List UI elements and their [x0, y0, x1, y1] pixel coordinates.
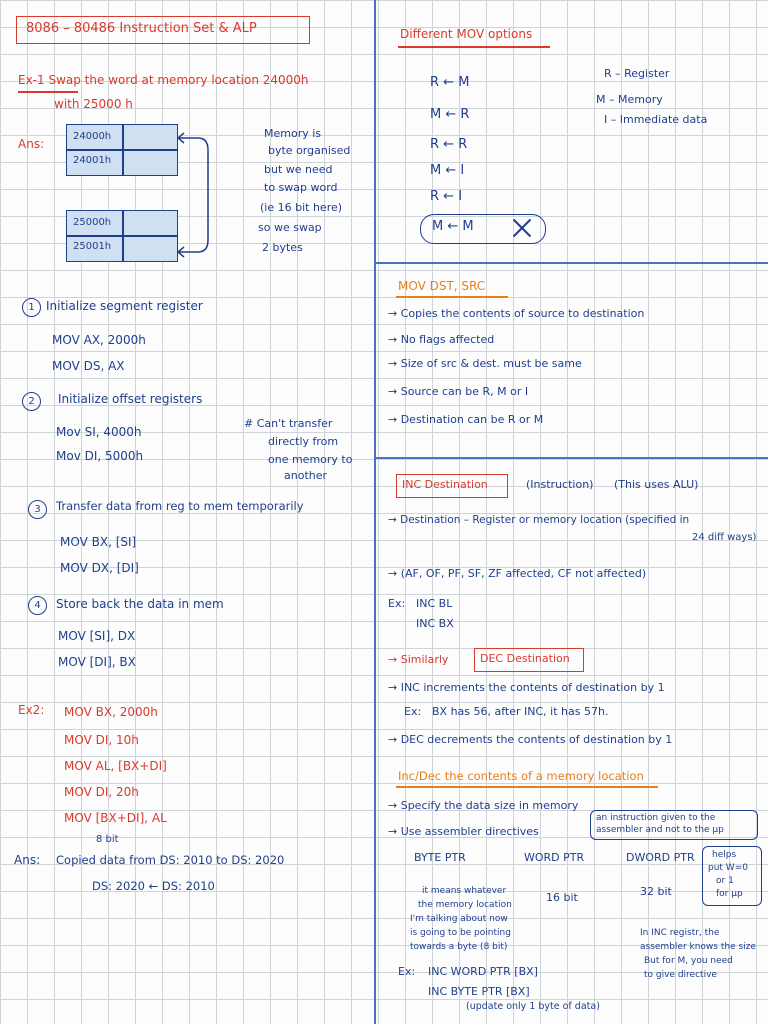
- ex2-bit-note: 8 bit: [96, 834, 119, 845]
- mov-dst-src-title: MOV DST, SRC: [398, 279, 486, 293]
- mem-addr-25001: 25001h: [73, 241, 112, 252]
- byte-note-2: I'm talking about now: [410, 914, 508, 924]
- inc-title: INC Destination: [402, 478, 488, 491]
- mov-option-4: M ← I: [430, 163, 465, 178]
- legend-register: R – Register: [604, 67, 670, 80]
- ex2-label: Ex2:: [18, 703, 45, 717]
- incdec-memory-title: Inc/Dec the contents of a memory location: [398, 769, 644, 783]
- inc-ex-label: Ex:: [388, 597, 406, 610]
- mov-point-4: → Source can be R, M or I: [388, 385, 529, 398]
- inc-point-1: → Destination – Register or memory location (specified in: [388, 514, 690, 526]
- similarly-label: → Similarly: [388, 653, 449, 666]
- incdec-underline: [396, 786, 658, 788]
- side-note-0: # Can't transfer: [244, 417, 333, 430]
- ans-label: Ans:: [18, 137, 45, 151]
- dword-ptr: DWORD PTR: [626, 851, 695, 864]
- step-2-code-2: Mov DI, 5000h: [56, 449, 144, 463]
- mov-option-6: M ← M: [432, 219, 474, 234]
- memory-block-2: [66, 210, 178, 262]
- mov-option-2: M ← R: [430, 107, 470, 122]
- inc-point-2: → (AF, OF, PF, SF, ZF affected, CF not affected): [388, 567, 647, 580]
- inc-description: → INC increments the contents of destination by 1: [388, 681, 665, 694]
- step-3-code-1: MOV BX, [SI]: [60, 535, 137, 549]
- step-4-text: Store back the data in mem: [56, 597, 224, 611]
- side-note-2: one memory to: [268, 453, 353, 466]
- ex2-code-5: MOV [BX+DI], AL: [64, 811, 167, 825]
- reg-note-3: to give directive: [644, 970, 717, 980]
- memory-block-1: [66, 124, 178, 176]
- inc-ex2-label: Ex:: [404, 705, 422, 718]
- memory-note-5: so we swap: [258, 221, 322, 234]
- mov-option-3: R ← R: [430, 137, 468, 152]
- directive-note-2: assembler and not to the µp: [596, 825, 724, 835]
- column-divider: [374, 0, 376, 1024]
- helps-1: put W=0: [708, 863, 748, 873]
- directive-note-1: an instruction given to the: [596, 813, 716, 823]
- helps-3: for µp: [716, 889, 743, 899]
- section-divider: [375, 262, 768, 264]
- ex-label: Ex:: [398, 965, 416, 978]
- memory-note-2: but we need: [264, 163, 333, 176]
- memory-note-6: 2 bytes: [262, 241, 303, 254]
- byte-note-0: it means whatever: [422, 886, 507, 896]
- side-note-1: directly from: [268, 435, 339, 448]
- page-title: 8086 – 80486 Instruction Set & ALP: [26, 21, 257, 36]
- mov-options-underline: [398, 46, 550, 48]
- step-number-1: 1: [22, 298, 41, 317]
- mov-point-5: → Destination can be R or M: [388, 413, 544, 426]
- mem-addr-24000: 24000h: [73, 131, 112, 142]
- inc-point-1b: 24 diff ways): [692, 532, 757, 543]
- helps-0: helps: [712, 850, 737, 860]
- dec-title: DEC Destination: [480, 652, 570, 665]
- invalid-x-icon: [512, 218, 532, 238]
- step-4-code-1: MOV [SI], DX: [58, 629, 136, 643]
- swap-arrow-icon: [176, 130, 216, 260]
- byte-note-4: towards a byte (8 bit): [410, 942, 508, 952]
- ex-line-2: INC BYTE PTR [BX]: [428, 985, 530, 998]
- memory-note-1: byte organised: [268, 144, 351, 157]
- reg-note-2: But for M, you need: [644, 956, 733, 966]
- ex2-code-3: MOV AL, [BX+DI]: [64, 759, 167, 773]
- inc-ex2-text: BX has 56, after INC, it has 57h.: [432, 705, 609, 718]
- inc-ex-1: INC BL: [416, 597, 453, 610]
- mov-option-5: R ← I: [430, 189, 463, 204]
- dec-description: → DEC decrements the contents of destination by 1: [388, 733, 673, 746]
- update-note: (update only 1 byte of data): [466, 1001, 600, 1012]
- side-note-3: another: [284, 469, 328, 482]
- ex2-answer-1: Copied data from DS: 2010 to DS: 2020: [56, 853, 285, 867]
- step-number-2: 2: [22, 392, 41, 411]
- use-directives: → Use assembler directives: [388, 825, 539, 838]
- ex-line-1: INC WORD PTR [BX]: [428, 965, 538, 978]
- helps-2: or 1: [716, 876, 734, 886]
- ex1-title: Ex-1 Swap the word at memory location 24000h: [18, 73, 309, 87]
- ex2-code-1: MOV BX, 2000h: [64, 705, 158, 719]
- step-1-code-2: MOV DS, AX: [52, 359, 125, 373]
- specify-size: → Specify the data size in memory: [388, 799, 579, 812]
- mov-dst-src-underline: [396, 296, 508, 298]
- mov-point-1: → Copies the contents of source to destination: [388, 307, 645, 320]
- legend-immediate: I – Immediate data: [604, 113, 708, 126]
- section-divider: [375, 457, 768, 459]
- ex1-title-2: with 25000 h: [54, 97, 133, 111]
- memory-note-3: to swap word: [264, 181, 338, 194]
- word-bits: 16 bit: [546, 891, 578, 904]
- dword-bits: 32 bit: [640, 885, 672, 898]
- reg-note-1: assembler knows the size: [640, 942, 756, 952]
- mem-addr-25000: 25000h: [73, 217, 112, 228]
- mov-point-2: → No flags affected: [388, 333, 495, 346]
- step-3-code-2: MOV DX, [DI]: [60, 561, 139, 575]
- mem-addr-24001: 24001h: [73, 155, 112, 166]
- step-number-3: 3: [28, 500, 47, 519]
- memory-note-0: Memory is: [264, 127, 322, 140]
- inc-alu-note: (This uses ALU): [614, 478, 699, 491]
- word-ptr: WORD PTR: [524, 851, 585, 864]
- inc-ex-2: INC BX: [416, 617, 454, 630]
- mov-point-3: → Size of src & dest. must be same: [388, 357, 582, 370]
- ex2-answer-2: DS: 2020 ← DS: 2010: [92, 879, 215, 893]
- mov-option-1: R ← M: [430, 75, 470, 90]
- ex1-underline: [18, 91, 78, 93]
- byte-note-1: the memory location: [418, 900, 512, 910]
- ex2-ans-label: Ans:: [14, 853, 41, 867]
- step-1-code-1: MOV AX, 2000h: [52, 333, 146, 347]
- ex2-code-4: MOV DI, 20h: [64, 785, 139, 799]
- step-2-code-1: Mov SI, 4000h: [56, 425, 142, 439]
- inc-instruction-note: (Instruction): [526, 478, 594, 491]
- step-4-code-2: MOV [DI], BX: [58, 655, 136, 669]
- mov-options-title: Different MOV options: [400, 27, 533, 41]
- byte-ptr: BYTE PTR: [414, 851, 466, 864]
- reg-note-0: In INC registr, the: [640, 928, 720, 938]
- step-3-text: Transfer data from reg to mem temporarily: [56, 499, 304, 513]
- ex2-code-2: MOV DI, 10h: [64, 733, 139, 747]
- memory-note-4: (ie 16 bit here): [260, 201, 343, 214]
- byte-note-3: is going to be pointing: [410, 928, 511, 938]
- step-2-text: Initialize offset registers: [58, 392, 203, 406]
- step-number-4: 4: [28, 596, 47, 615]
- step-1-text: Initialize segment register: [46, 299, 203, 313]
- legend-memory: M – Memory: [596, 93, 663, 106]
